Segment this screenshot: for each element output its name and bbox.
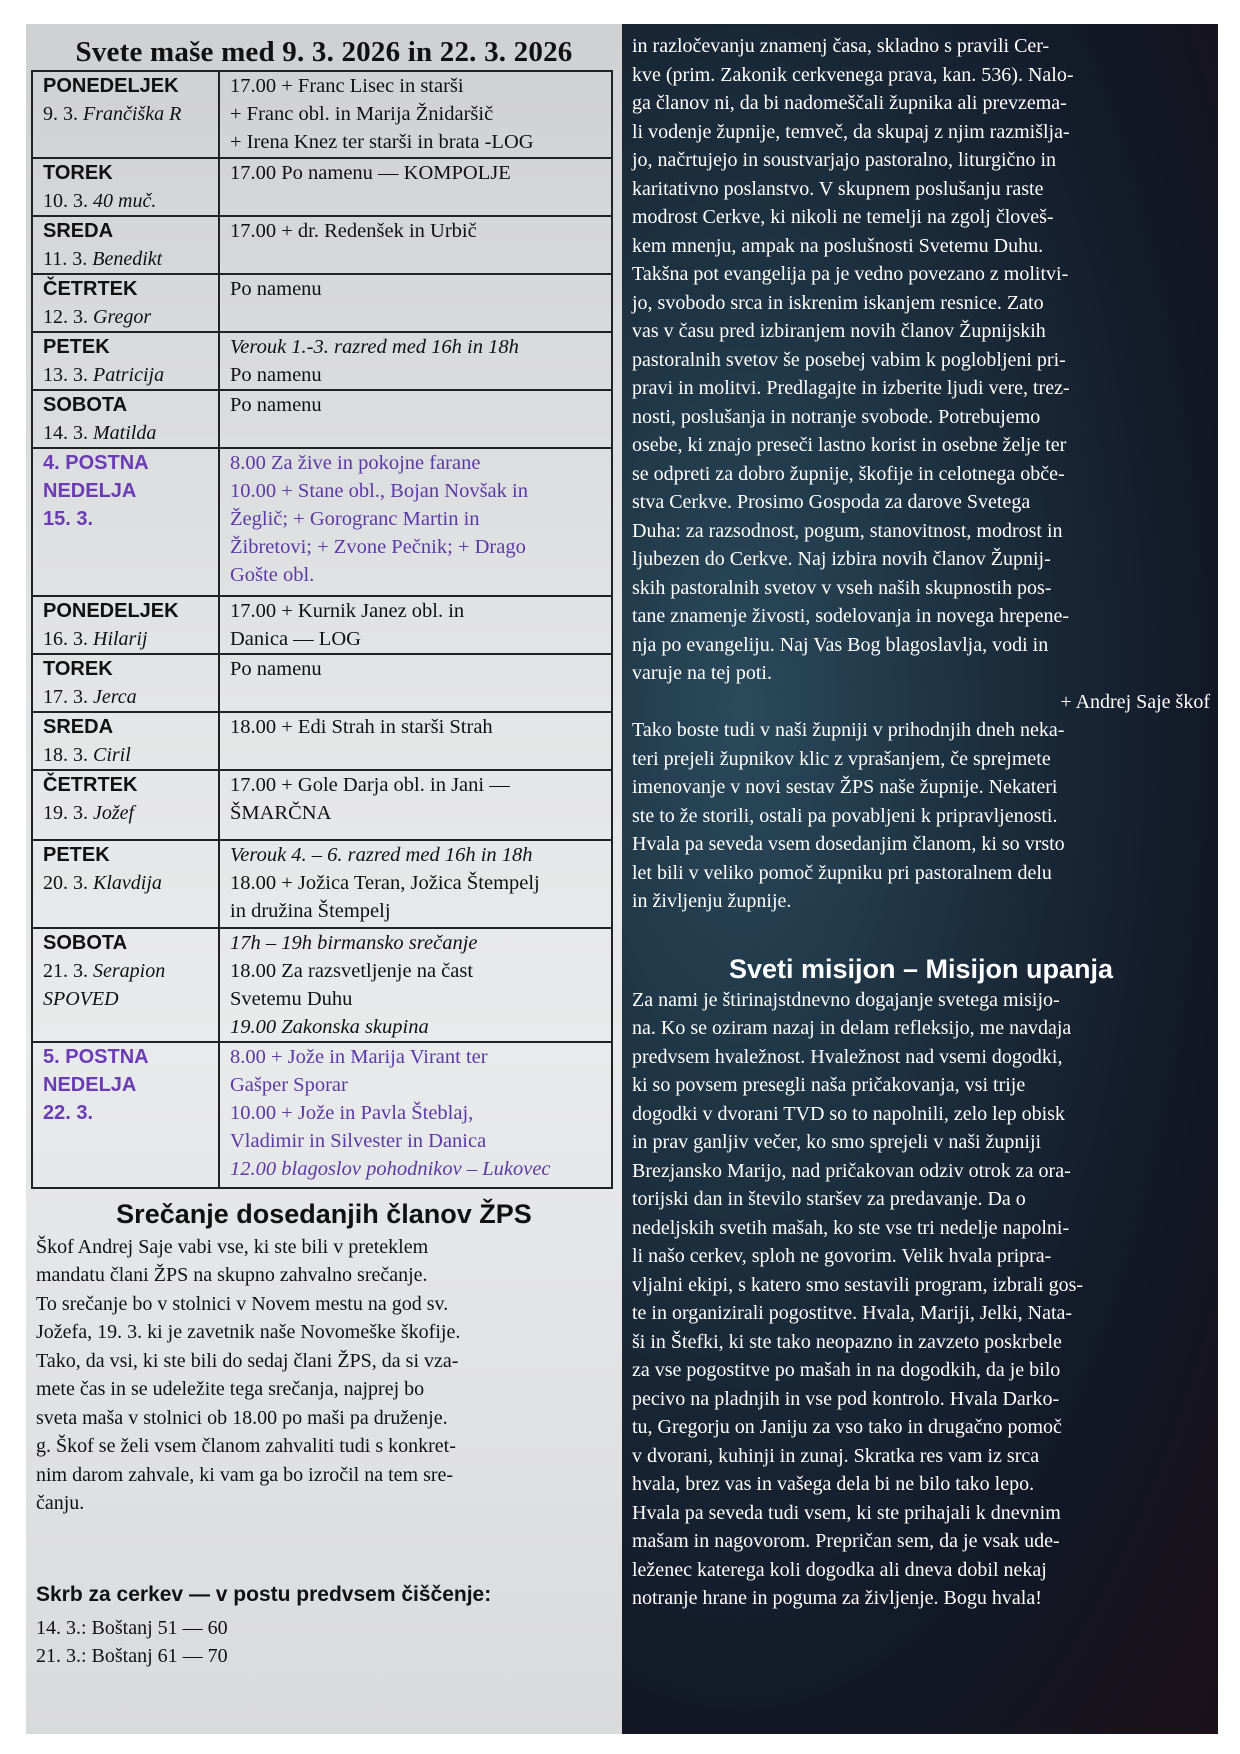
text-line: imenovanje v novi sestav ŽPS naše župnije. Nekateri — [632, 776, 1058, 798]
mass-intention: Po namenu — [230, 278, 322, 300]
text-line: torijski dan in število staršev za predavanje. Da o — [632, 1188, 1026, 1210]
cleaning-title-main: Skrb za cerkev — [36, 1583, 184, 1606]
text-line: notranje hrane in poguma za življenje. Bogu hvala! — [632, 1587, 1042, 1609]
day-name: SOBOTA — [43, 932, 128, 954]
text-line: li vodenje župnije, temveč, da skupaj z njim razmišlja- — [632, 120, 1070, 143]
mass-intention: Gošte obl. — [230, 564, 315, 586]
day-name: TOREK — [43, 162, 113, 184]
table-row — [32, 71, 612, 158]
text-line: ljubezen do Cerkve. Naj izbira novih članov Župnij- — [632, 548, 1051, 570]
text-line: mete čas in se udeležite tega srečanja, najprej bo — [36, 1378, 425, 1400]
mass-intention: in družina Štempelj — [230, 900, 391, 922]
day-name: NEDELJA — [43, 480, 137, 502]
day-name: TOREK — [43, 658, 113, 680]
text-line: jo, svobodo srca in iskrenim iskanjem resnice. Zato — [632, 291, 1044, 314]
mass-intention: 17.00 + Franc Lisec in starši — [230, 75, 464, 97]
mass-intention: 17.00 + dr. Redenšek in Urbič — [230, 220, 477, 242]
letter-body — [632, 32, 1210, 688]
mass-intention: Po namenu — [230, 394, 322, 416]
mass-intention: ŠMARČNA — [230, 802, 332, 824]
text-line: Za nami je štirinajstdnevno dogajanje svetega misijo- — [632, 988, 1060, 1011]
text-line: in razločevanju znamenj časa, skladno s pravili Cer- — [632, 35, 1050, 57]
text-line: pravi in molitvi. Predlagajte in izberite ljudi vere, trez- — [632, 377, 1070, 399]
table-row — [32, 390, 612, 448]
table-row — [32, 712, 612, 770]
meeting-body — [36, 1233, 612, 1518]
text-line: pecivo na pladnjih in vse pod kontrolo. Hvala Darko- — [632, 1387, 1060, 1410]
meeting-section — [36, 1200, 612, 1518]
mass-intention: + Franc obl. in Marija Žnidaršič — [230, 103, 494, 125]
text-line: te in organizirali pogostitve. Hvala, Mariji, Jelki, Nata- — [632, 1302, 1073, 1324]
mass-intention: 17.00 + Kurnik Janez obl. in — [230, 600, 465, 622]
table-row — [32, 654, 612, 712]
day-date: 10. 3. — [43, 190, 88, 212]
mass-intention: Žeglič; + Gorogranc Martin in — [230, 508, 480, 530]
text-line: ki so povsem presegli naša pričakovanja, vsi trije — [632, 1074, 1026, 1096]
text-line: ga članov ni, da bi nadomeščali župnika ali prevzema- — [632, 92, 1067, 114]
saint-name: Ciril — [93, 744, 131, 766]
mass-intention: Po namenu — [230, 658, 322, 680]
saint-name: Patricija — [93, 364, 165, 386]
day-date: 17. 3. — [43, 686, 88, 708]
text-line: v dvorani, kuhinji in zunaj. Skratka res vam iz srca — [632, 1444, 1040, 1467]
text-line: sveta maša v stolnici ob 18.00 po maši pa druženje. — [36, 1406, 448, 1429]
day-date: 9. 3. — [43, 103, 78, 125]
mass-intention: Svetemu Duhu — [230, 988, 353, 1010]
letter-followup — [632, 716, 1210, 916]
text-line: osebe, ki znajo preseči lastno korist in osebne želje ter — [632, 434, 1067, 456]
table-row — [32, 158, 612, 216]
day-date: 13. 3. — [43, 364, 88, 386]
text-line: predvsem hvaležnost. Hvaležnost nad vsemi dogodki, — [632, 1045, 1063, 1068]
text-line: li našo cerkev, sploh ne govorim. Velik hvala pripra- — [632, 1245, 1052, 1267]
text-line: jo, načrtujejo in soustvarjajo pastoralno, liturgično in — [632, 149, 1056, 171]
day-name: SOBOTA — [43, 394, 128, 416]
catechism-note: Verouk 4. – 6. razred med 16h in 18h — [230, 844, 533, 866]
day-name: PETEK — [43, 844, 110, 866]
text-line: mašam in nagovorom. Prepričan sem, da je vsak ude- — [632, 1530, 1060, 1552]
text-line: leženec katerega koli dogodka ali dneva dobil nekaj — [632, 1558, 1047, 1581]
text-line: Hvala pa seveda tudi vsem, ki ste prihajali k dnevnim — [632, 1501, 1061, 1524]
cleaning-line: 21. 3.: Boštanj 61 — 70 — [36, 1645, 228, 1667]
day-name: ČETRTEK — [43, 278, 138, 300]
saint-name: Benedikt — [92, 248, 163, 270]
meeting-title: Srečanje dosedanjih članov ŽPS — [116, 1199, 532, 1229]
text-line: Takšna pot evangelija pa je vedno povezano z molitvi- — [632, 263, 1069, 285]
table-row — [32, 840, 612, 928]
mass-intention: 10.00 + Jože in Pavla Šteblaj, — [230, 1102, 474, 1124]
bishop-signature: + Andrej Saje škof — [1060, 690, 1210, 713]
event-note: 12.00 blagoslov pohodnikov – Lukovec — [230, 1158, 551, 1180]
text-line: se odpreti za dobro župnije, škofije in celotnega obče- — [632, 462, 1065, 485]
text-line: ste to že storili, ostali pa povabljeni k pripravljenosti. — [632, 804, 1058, 827]
table-row — [32, 216, 612, 274]
mass-intention: Danica — LOG — [230, 628, 361, 650]
event-note: 17h – 19h birmansko srečanje — [230, 932, 478, 954]
table-row — [32, 274, 612, 332]
day-name: PETEK — [43, 336, 110, 358]
mass-intention: + Irena Knez ter starši in brata -LOG — [230, 131, 534, 153]
text-line: g. Škof se želi vsem članom zahvaliti tudi s konkret- — [36, 1435, 456, 1457]
day-date: 15. 3. — [43, 508, 94, 530]
text-line: kve (prim. Zakonik cerkvenega prava, kan. 536). Nalo- — [632, 63, 1074, 86]
confession-note: SPOVED — [43, 988, 119, 1010]
saint-name: Gregor — [93, 306, 152, 328]
text-line: stva Cerkve. Prosimo Gospoda za darove Svetega — [632, 491, 1031, 513]
text-line: Jožefa, 19. 3. ki je zavetnik naše Novomeške škofije. — [36, 1321, 461, 1343]
table-row — [32, 770, 612, 840]
text-line: tu, Gregorju on Janiju za vso tako in drugačno pomoč — [632, 1416, 1062, 1438]
table-row-sunday — [32, 448, 612, 596]
text-line: karitativno poslanstvo. V skupnem poslušanju raste — [632, 177, 1044, 200]
saint-name: Serapion — [93, 960, 166, 982]
cleaning-section — [36, 1581, 612, 1671]
text-line: pastoralnih svetov še posebej vabim k poglobljeni pri- — [632, 348, 1066, 371]
text-line: za vse pogostitve po mašah in na dogodkih, da je bilo — [632, 1359, 1061, 1381]
text-line: in prav ganljiv večer, ko smo sprejeli v naši župniji — [632, 1131, 1042, 1153]
table-row — [32, 928, 612, 1042]
mass-intention: 8.00 + Jože in Marija Virant ter — [230, 1046, 488, 1068]
day-name: ČETRTEK — [43, 774, 138, 796]
mass-intention: 10.00 + Stane obl., Bojan Novšak in — [230, 480, 528, 502]
text-line: hvala, brez vas in vašega dela bi ne bilo tako lepo. — [632, 1473, 1035, 1495]
mass-intention: Po namenu — [230, 364, 322, 386]
mass-intention: 18.00 + Edi Strah in starši Strah — [230, 716, 493, 738]
letter-section — [632, 32, 1210, 916]
day-name: PONEDELJEK — [43, 75, 179, 97]
catechism-note: Verouk 1.-3. razred med 16h in 18h — [230, 336, 519, 358]
saint-name: Jožef — [93, 802, 135, 824]
text-line: čanju. — [36, 1492, 85, 1514]
table-row — [32, 596, 612, 654]
text-line: skih pastoralnih svetov v vseh naših skupnostih pos- — [632, 576, 1052, 599]
mass-intention: Gašper Sporar — [230, 1074, 348, 1096]
day-date: 21. 3. — [43, 960, 88, 982]
text-line: ši in Štefki, ki ste tako neopazno in zavzeto poskrbele — [632, 1330, 1062, 1353]
day-date: 11. 3. — [43, 248, 88, 270]
text-line: tane znamenje živosti, sodelovanja in novega hrepene- — [632, 605, 1070, 627]
event-note: 19.00 Zakonska skupina — [230, 1016, 429, 1038]
mission-section — [632, 955, 1210, 1613]
cleaning-line: 14. 3.: Boštanj 51 — 60 — [36, 1616, 228, 1639]
text-line: nedeljskih svetih mašah, ko ste vse tri nedelje napolni- — [632, 1216, 1070, 1239]
day-name: PONEDELJEK — [43, 600, 179, 622]
saint-name: Klavdija — [93, 872, 162, 894]
text-line: dogodki v dvorani TVD so to napolnili, zelo lep obisk — [632, 1102, 1065, 1125]
table-row — [32, 332, 612, 390]
mass-schedule-table — [31, 70, 613, 1189]
day-name: 4. POSTNA — [43, 452, 149, 474]
day-name: SREDA — [43, 220, 114, 242]
text-line: teri prejeli župnikov klic z vprašanjem, če sprejmete — [632, 747, 1051, 770]
text-line: mandatu člani ŽPS na skupno zahvalno srečanje. — [36, 1264, 428, 1286]
text-line: nosti, poslušanja in notranje svobode. Potrebujemo — [632, 405, 1041, 428]
text-line: Brezjansko Marijo, nad pričakovan odziv otrok za ora- — [632, 1159, 1071, 1182]
text-line: nim darom zahvale, ki vam ga bo izročil na tem sre- — [36, 1463, 454, 1486]
text-line: let bili v veliko pomoč župniku pri pastoralnem delu — [632, 861, 1052, 884]
text-line: varuje na tej poti. — [632, 662, 772, 684]
day-name: SREDA — [43, 716, 114, 738]
day-name: 5. POSTNA — [43, 1046, 149, 1068]
mission-body — [632, 986, 1210, 1613]
day-date: 18. 3. — [43, 744, 88, 766]
text-line: modrost Cerkve, ki nikoli ne temelji na zgolj človeš- — [632, 206, 1054, 228]
cleaning-title-rest: — v postu predvsem čiščenje: — [183, 1583, 492, 1606]
cleaning-title — [36, 1581, 612, 1610]
text-line: in življenju župnije. — [632, 890, 792, 912]
day-date: 12. 3. — [43, 306, 88, 328]
mass-intention: 17.00 + Gole Darja obl. in Jani — — [230, 774, 510, 796]
saint-name: Hilarij — [93, 628, 148, 650]
schedule-title: Svete maše med 9. 3. 2026 in 22. 3. 2026 — [75, 36, 573, 68]
day-date: 20. 3. — [43, 872, 88, 894]
mission-title: Sveti misijon – Misijon upanja — [728, 954, 1114, 984]
mass-intention: 17.00 Po namenu — KOMPOLJE — [230, 162, 511, 184]
text-line: Tako, da vsi, ki ste bili do sedaj člani ŽPS, da si vza- — [36, 1349, 459, 1372]
mass-intention: 18.00 Za razsvetljenje na čast — [230, 960, 474, 982]
day-date: 16. 3. — [43, 628, 88, 650]
text-line: vljalni ekipi, s katero smo sestavili program, izbrali gos- — [632, 1273, 1084, 1296]
day-date: 22. 3. — [43, 1102, 94, 1124]
mass-intention: Žibretovi; + Zvone Pečnik; + Drago — [230, 536, 526, 558]
text-line: Tako boste tudi v naši župniji v prihodnjih dneh neka- — [632, 719, 1065, 741]
text-line: kem mnenju, ampak na poslušnosti Svetemu Duhu. — [632, 234, 1044, 257]
mass-intention: 8.00 Za žive in pokojne farane — [230, 452, 481, 474]
text-line: na. Ko se oziram nazaj in delam refleksijo, me navdaja — [632, 1017, 1072, 1039]
text-line: Duha: za razsodnost, pogum, stanovitnost, modrost in — [632, 519, 1063, 542]
text-line: vas v času pred izbiranjem novih članov Župnijskih — [632, 320, 1046, 342]
day-date: 19. 3. — [43, 802, 88, 824]
mass-intention: 18.00 + Jožica Teran, Jožica Štempelj — [230, 872, 540, 894]
day-date: 14. 3. — [43, 422, 88, 444]
day-name: NEDELJA — [43, 1074, 137, 1096]
saint-name: Frančiška R — [83, 103, 182, 125]
saint-name: 40 muč. — [93, 190, 157, 212]
table-row-sunday — [32, 1042, 612, 1188]
saint-name: Matilda — [93, 422, 157, 444]
text-line: nja po evangeliju. Naj Vas Bog blagoslavlja, vodi in — [632, 633, 1049, 656]
saint-name: Jerca — [93, 686, 137, 708]
text-line: Škof Andrej Saje vabi vse, ki ste bili v preteklem — [36, 1235, 429, 1258]
text-line: Hvala pa seveda vsem dosedanjim članom, ki so vrsto — [632, 833, 1065, 855]
text-line: To srečanje bo v stolnici v Novem mestu na god sv. — [36, 1292, 449, 1315]
mass-intention: Vladimir in Silvester in Danica — [230, 1130, 487, 1152]
